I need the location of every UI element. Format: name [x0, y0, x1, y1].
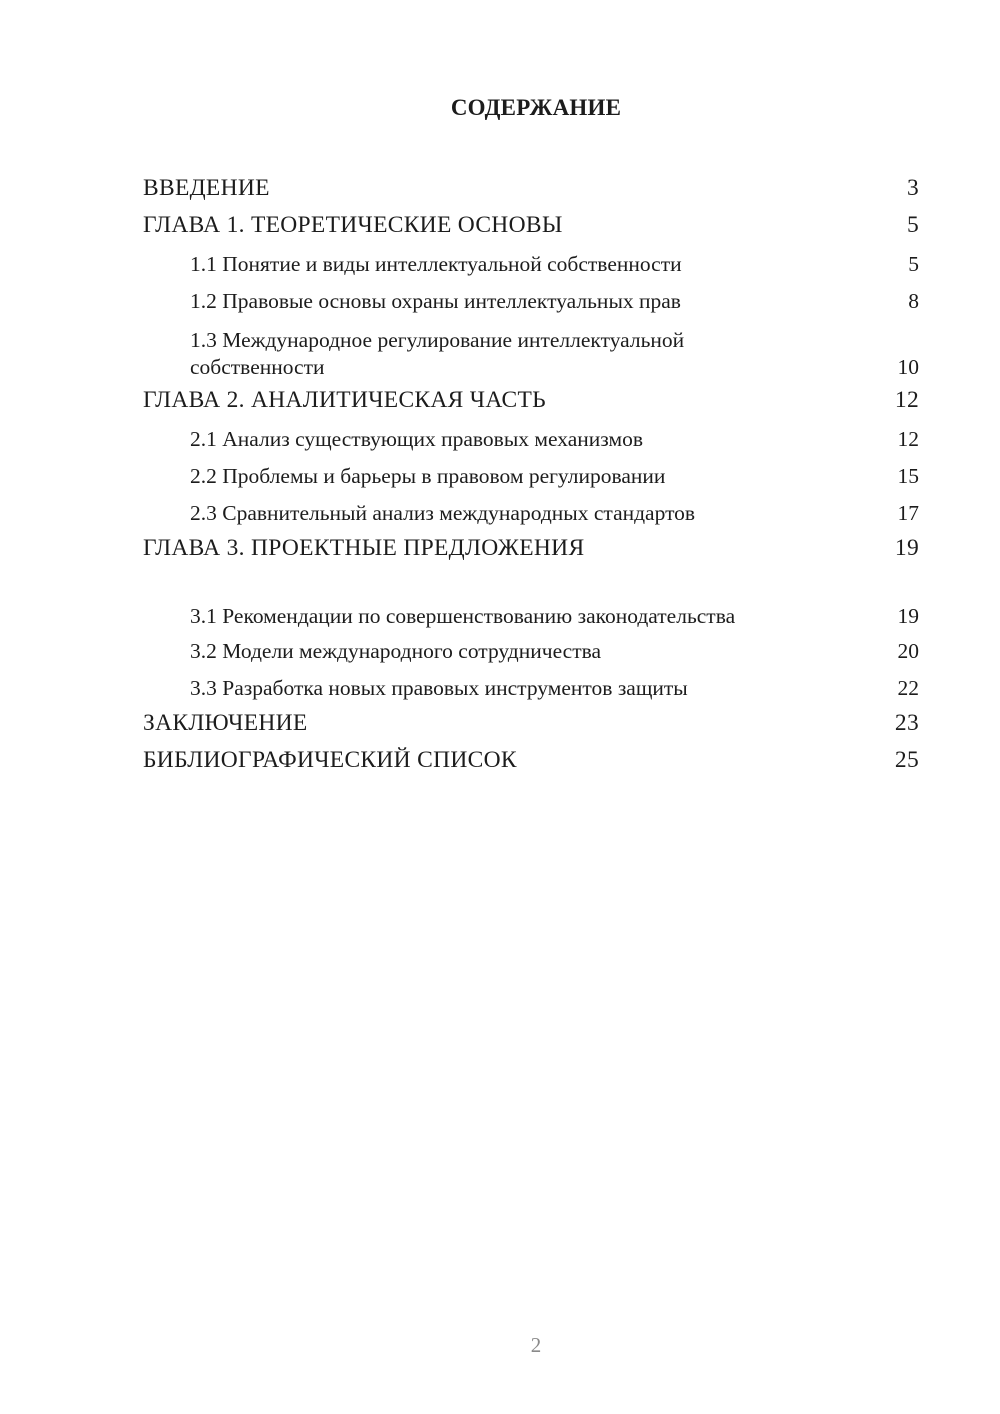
- toc-entry-page: 5: [906, 212, 919, 238]
- toc-entry-label: 3.3 Разработка новых правовых инструментов защиты: [190, 676, 688, 700]
- toc-entry-label: ЗАКЛЮЧЕНИЕ: [143, 710, 308, 736]
- toc-entry-section-3-1: [143, 565, 919, 629]
- toc-entry-conclusion: [143, 703, 919, 740]
- toc-entry-page: 22: [897, 676, 919, 700]
- toc-entry-page: 20: [897, 639, 919, 663]
- table-of-contents: [143, 168, 919, 777]
- toc-entry-introduction: [143, 168, 919, 205]
- toc-entry-label: 2.1 Анализ существующих правовых механизмов: [190, 427, 643, 451]
- toc-entry-label: БИБЛИОГРАФИЧЕСКИЙ СПИСОК: [143, 747, 517, 773]
- toc-entry-page: 15: [897, 464, 919, 488]
- toc-entry-page: 3: [906, 175, 919, 201]
- toc-entry-section-3-2: [143, 629, 919, 666]
- toc-entry-bibliography: [143, 740, 919, 777]
- toc-entry-page: 19: [894, 535, 919, 561]
- toc-entry-label: 3.1 Рекомендации по совершенствованию законодательства: [190, 603, 736, 628]
- toc-entry-chapter-2: [143, 380, 919, 417]
- toc-entry-section-1-2: [143, 279, 919, 316]
- toc-entry-label: ГЛАВА 1. ТЕОРЕТИЧЕСКИЕ ОСНОВЫ: [143, 212, 563, 238]
- toc-entry-section-3-3: [143, 666, 919, 703]
- toc-entry-label: 1.3 Международное регулирование интеллектуальной собственности: [190, 328, 685, 379]
- toc-entry-page: 17: [897, 501, 919, 525]
- toc-entry-label: 3.2 Модели международного сотрудничества: [190, 639, 601, 663]
- toc-entry-label: ГЛАВА 2. АНАЛИТИЧЕСКАЯ ЧАСТЬ: [143, 387, 546, 413]
- page-number: 2: [530, 1333, 542, 1357]
- toc-entry-section-2-2: [143, 454, 919, 491]
- toc-entry-label: 1.2 Правовые основы охраны интеллектуальных прав: [190, 289, 681, 313]
- toc-entry-section-1-1: [143, 242, 919, 279]
- toc-entry-label: ГЛАВА 3. ПРОЕКТНЫЕ ПРЕДЛОЖЕНИЯ: [143, 535, 585, 561]
- toc-entry-label: 1.1 Понятие и виды интеллектуальной собственности: [190, 252, 682, 276]
- toc-entry-page: 5: [908, 252, 919, 276]
- toc-entry-label: 2.2 Проблемы и барьеры в правовом регулировании: [190, 464, 666, 488]
- toc-entry-page: 25: [894, 747, 919, 773]
- page-title: СОДЕРЖАНИЕ: [450, 95, 622, 120]
- toc-entry-section-2-3: [143, 491, 919, 528]
- toc-entry-section-1-3: [143, 316, 919, 380]
- toc-entry-chapter-1: [143, 205, 919, 242]
- toc-entry-label: ВВЕДЕНИЕ: [143, 175, 270, 201]
- toc-entry-chapter-3: [143, 528, 919, 565]
- toc-entry-page: 12: [894, 387, 919, 413]
- toc-entry-page: 19: [897, 603, 919, 628]
- toc-entry-page: 8: [908, 289, 919, 313]
- toc-entry-label: 2.3 Сравнительный анализ международных стандартов: [190, 501, 696, 525]
- toc-entry-page: 10: [897, 354, 919, 379]
- toc-entry-section-2-1: [143, 417, 919, 454]
- toc-entry-page: 23: [894, 710, 919, 736]
- toc-entry-page: 12: [897, 427, 919, 451]
